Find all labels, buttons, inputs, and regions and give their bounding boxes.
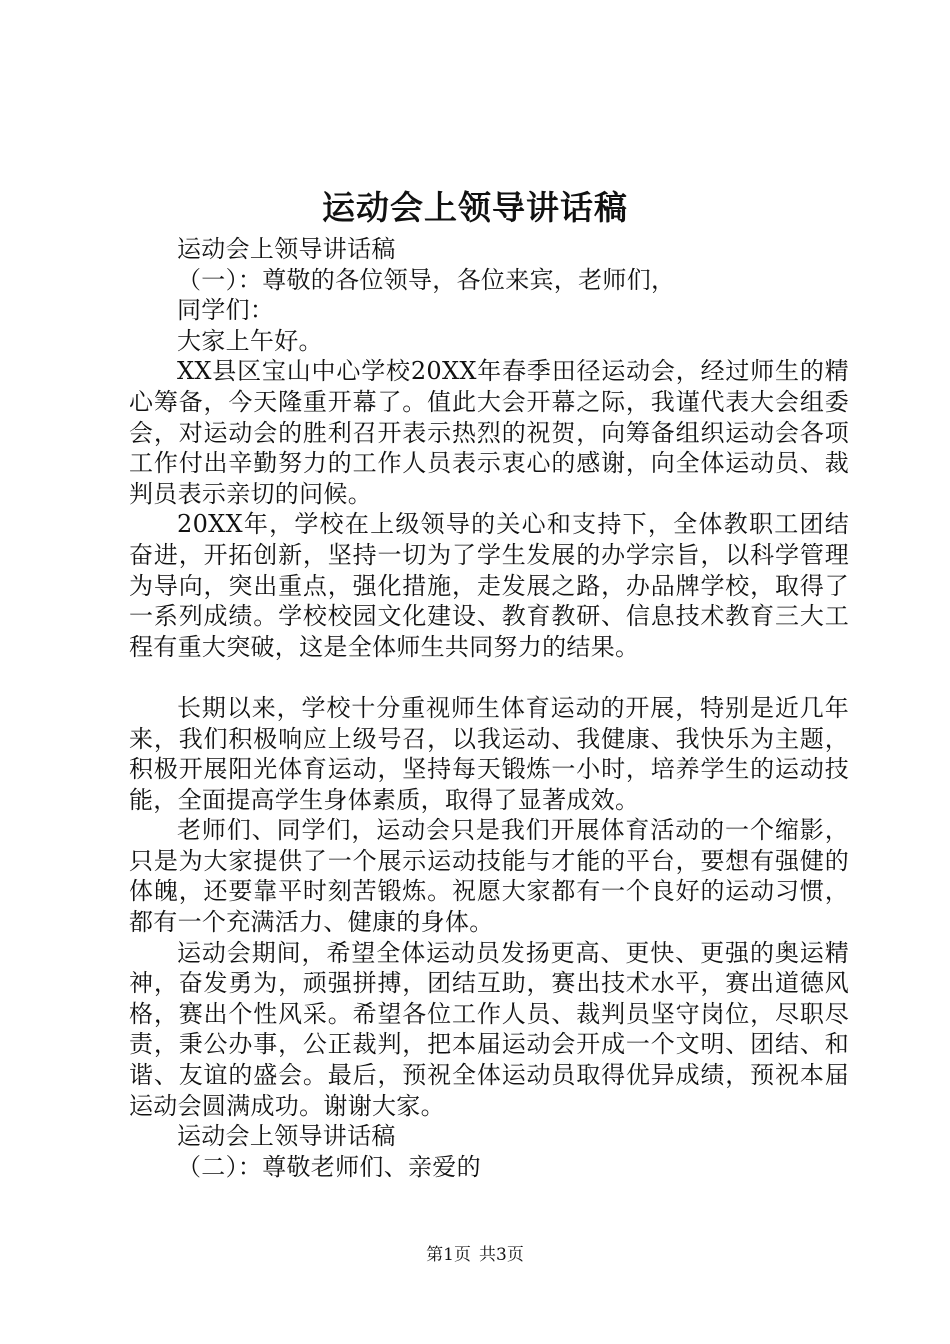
paragraph-second-salutation: （二）：尊敬老师们、亲爱的 (177, 1152, 481, 1181)
paragraph-spacer (129, 662, 849, 693)
page-number: 第1页 (426, 1245, 471, 1265)
paragraph-second-title: 运动会上领导讲话稿 (177, 1122, 396, 1151)
paragraph-opening: XX县区宝山中心学校20XX年春季田径运动会，经过师生的精心筹备，今天隆重开幕了。值此大会开幕之际，我谨代表大会组委会，对运动会的胜利召开表示热烈的祝贺，向筹备组织运动会各项工作付出辛勤努力的工作人员表示衷心的感谢，向全体运动员、裁判员表示亲切的问候。 (129, 357, 849, 508)
paragraph-subtitle: 运动会上领导讲话稿 (177, 235, 396, 263)
paragraph-greeting: 大家上午好。 (177, 326, 323, 355)
paragraph-sports-focus: 长期以来，学校十分重视师生体育运动的开展，特别是近几年来，我们积极响应上级号召，以我运动、我健康、我快乐为主题，积极开展阳光体育运动，坚持每天锻炼一小时，培养学生的运动技能，全面提高学生身体素质，取得了显著成效。 (129, 693, 849, 814)
paragraph-salutation-cont: 同学们： (177, 296, 275, 325)
paragraph-achievements: 20XX年，学校在上级领导的关心和支持下，全体教职工团结奋进，开拓创新，坚持一切为了学生发展的办学宗旨，以科学管理为导向，突出重点，强化措施，走发展之路，办品牌学校，取得了一系列成绩。学校校园文化建设、教育教研、信息技术教育三大工程有重大突破，这是全体师生共同努力的结果。 (129, 510, 849, 661)
paragraph-message: 老师们、同学们，运动会只是我们开展体育活动的一个缩影，只是为大家提供了一个展示运动技能与才能的平台，要想有强健的体魄，还要靠平时刻苦锻炼。祝愿大家都有一个良好的运动习惯，都有一个充满活力、健康的身体。 (129, 816, 849, 937)
document-title: 运动会上领导讲话稿 (322, 188, 628, 227)
page-total: 共3页 (479, 1245, 524, 1265)
paragraph-salutation: （一）：尊敬的各位领导，各位来宾，老师们， (177, 265, 676, 294)
page-footer (0, 1243, 950, 1267)
document-body (129, 234, 849, 1182)
paragraph-wishes: 运动会期间，希望全体运动员发扬更高、更快、更强的奥运精神，奋发勇为，顽强拼搏，团结互助，赛出技术水平，赛出道德风格，赛出个性风采。希望各位工作人员、裁判员坚守岗位，尽职尽责，秉公办事，公正裁判，把本届运动会开成一个文明、团结、和谐、友谊的盛会。最后，预祝全体运动员取得优异成绩，预祝本届运动会圆满成功。谢谢大家。 (129, 938, 849, 1120)
